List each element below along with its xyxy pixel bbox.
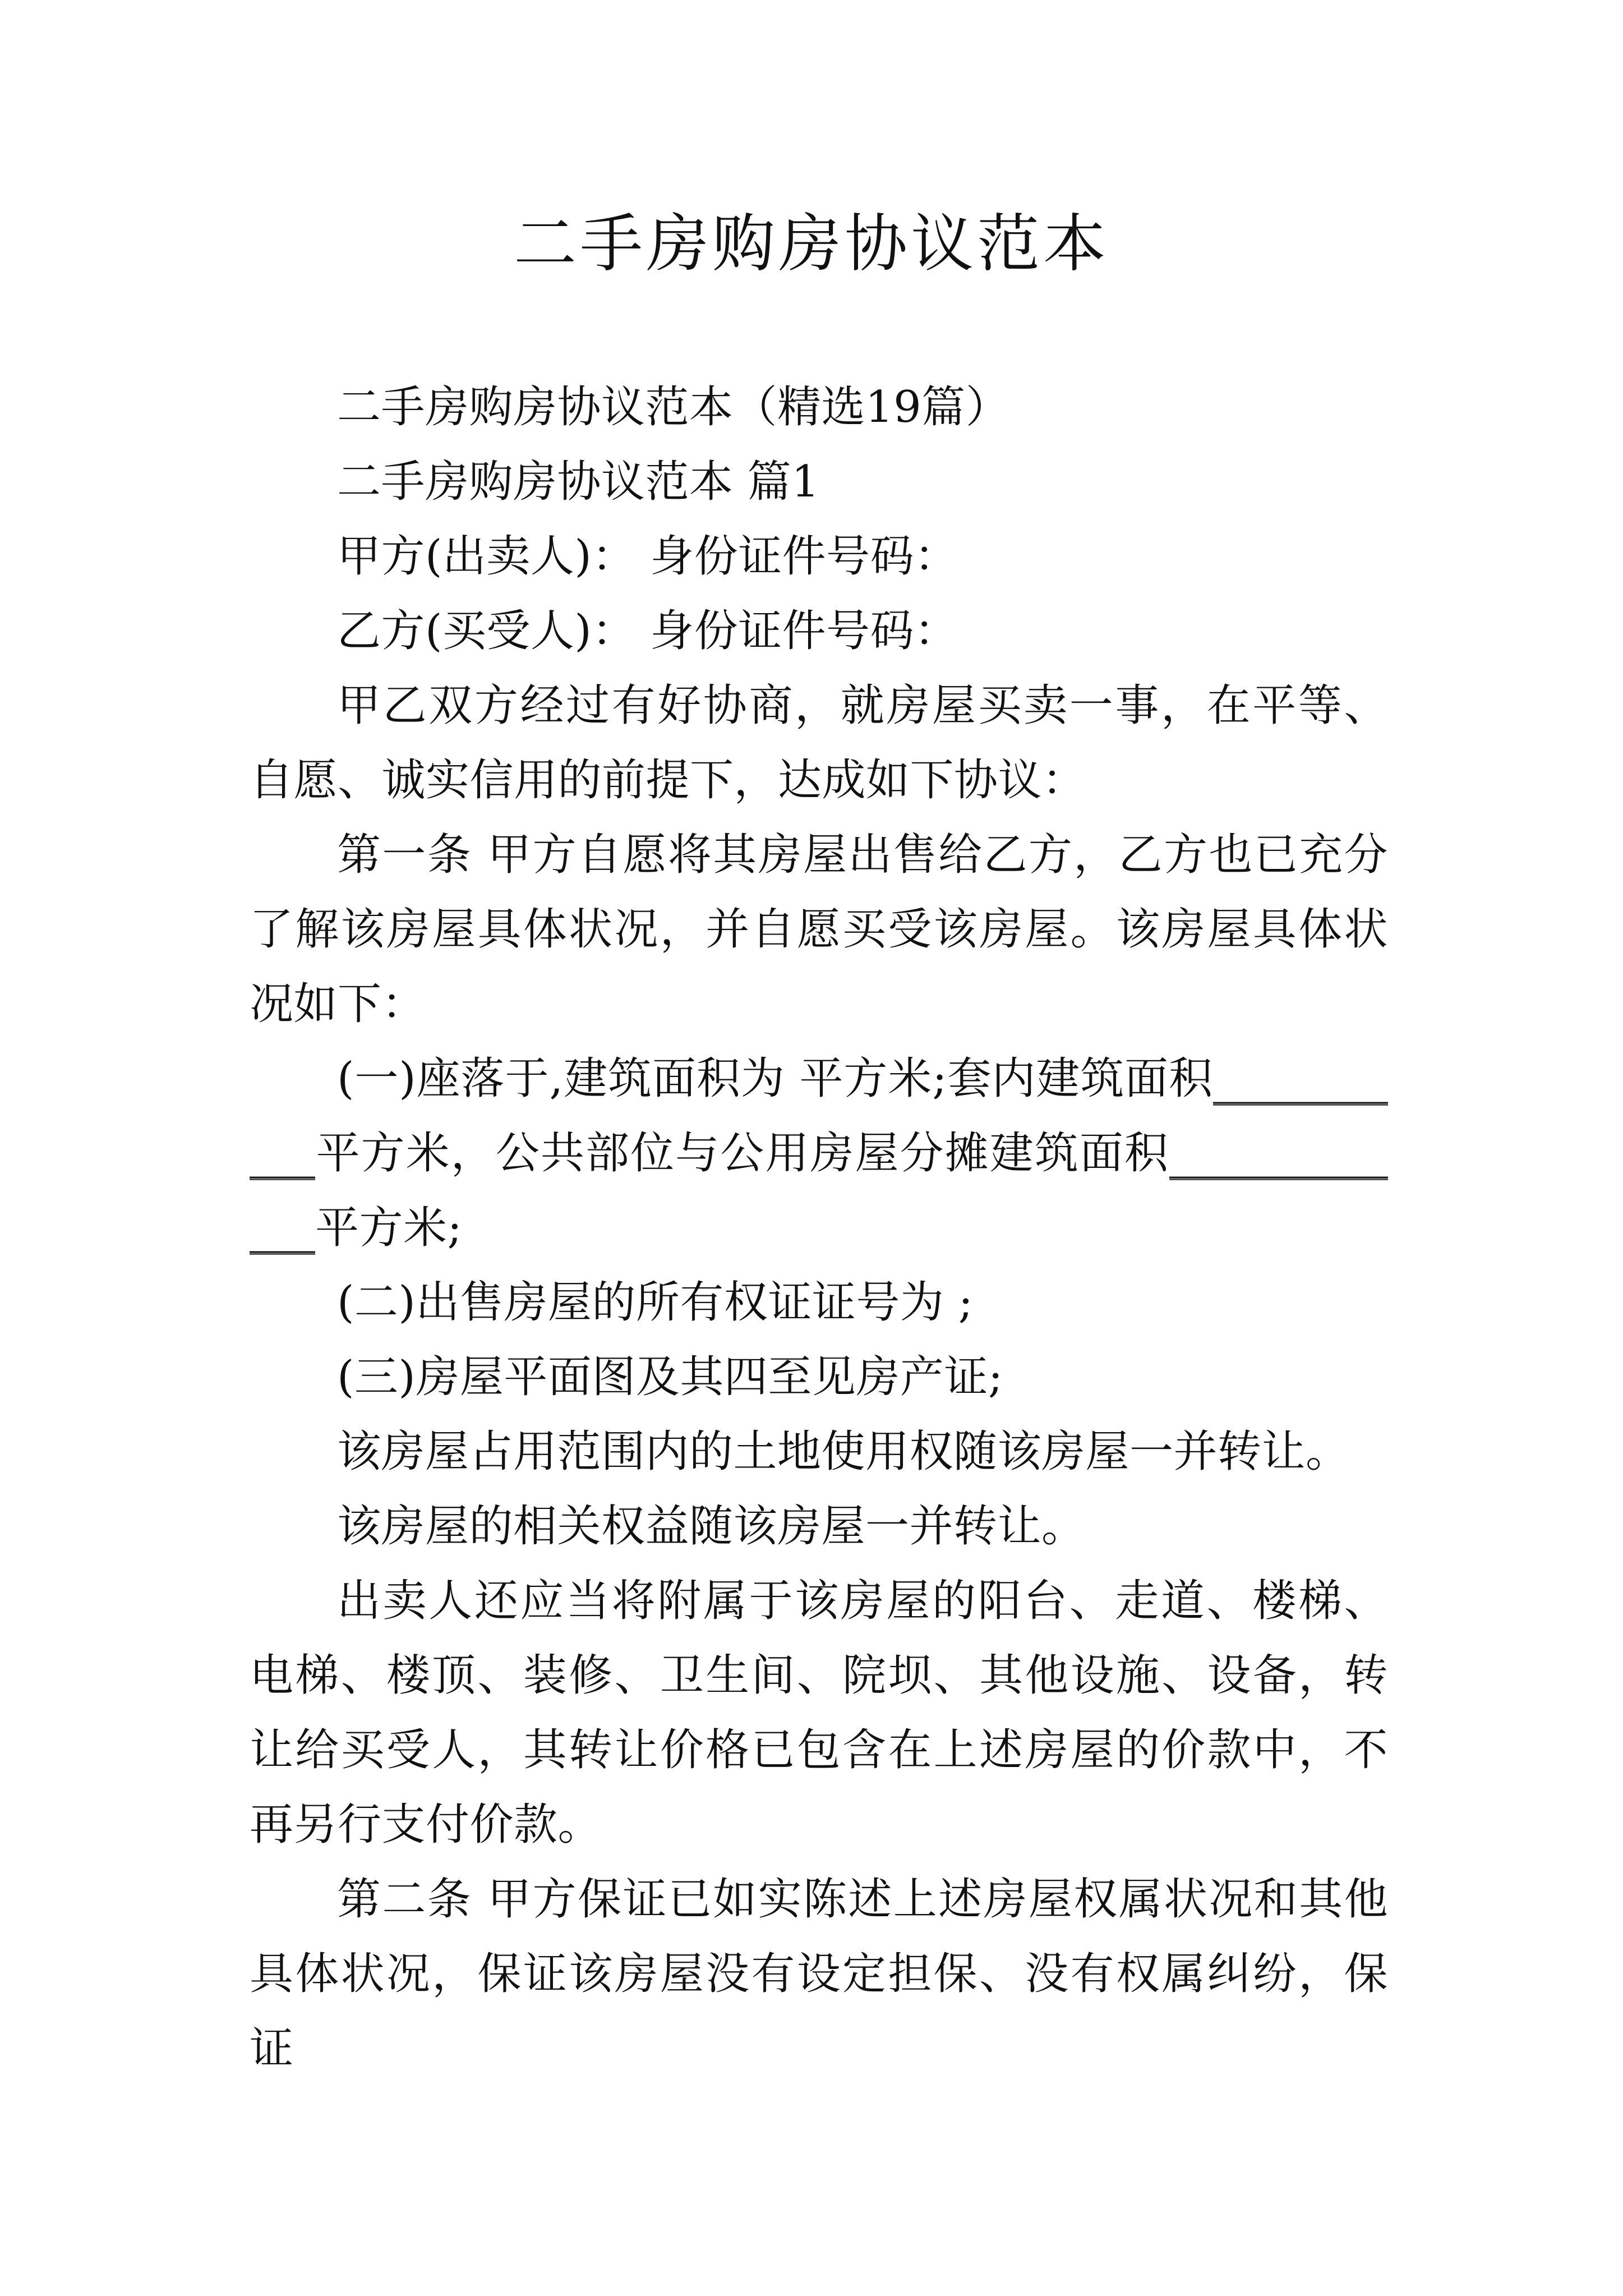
paragraph-location-area (250, 1042, 1388, 1266)
paragraph-article-2: 第二条 甲方保证已如实陈述上述房屋权属状况和其他具体状况，保证该房屋没有设定担保、没有权属纠纷，保证 (250, 1874, 1388, 2074)
paragraph-related-rights: 该房屋的相关权益随该房屋一并转让。 (337, 1501, 1086, 1552)
paragraph-party-b: 乙方(买受人)： 身份证件号码： (337, 606, 958, 656)
document-title: 二手房购房协议范本 (514, 208, 1109, 280)
shared-area-blank: _____________ (250, 1128, 1388, 1255)
area-text-3: 平方米; (315, 1203, 463, 1253)
paragraph-section-heading: 二手房购房协议范本 篇1 (337, 457, 820, 507)
paragraph-certificate-number: (二)出售房屋的所有权证证号为 ; (337, 1277, 974, 1328)
paragraph-subtitle: 二手房购房协议范本（精选19篇） (337, 382, 1010, 432)
paragraph-party-a: 甲方(出卖人)： 身份证件号码： (337, 531, 958, 582)
document-body (250, 370, 1388, 2086)
area-text-1: (一)座落于,建筑面积为 平方米;套内建筑面积 (337, 1053, 1213, 1104)
paragraph-preamble: 甲乙双方经过有好协商，就房屋买卖一事，在平等、自愿、诚实信用的前提下，达成如下协议： (250, 680, 1388, 806)
paragraph-article-1: 第一条 甲方自愿将其房屋出售给乙方，乙方也已充分了解该房屋具体状况，并自愿买受该房屋。该房屋具体状况如下： (250, 830, 1388, 1029)
paragraph-floor-plan: (三)房屋平面图及其四至见房产证; (337, 1352, 1003, 1402)
area-text-2: 平方米，公共部位与公用房屋分摊建筑面积 (315, 1128, 1169, 1179)
inner-area-blank: ___________ (250, 1053, 1388, 1180)
paragraph-land-use-right: 该房屋占用范围内的土地使用权随该房屋一并转让。 (337, 1427, 1350, 1477)
paragraph-attachments: 出卖人还应当将附属于该房屋的阳台、走道、楼梯、电梯、楼顶、装修、卫生间、院坝、其他设施、设备，转让给买受人，其转让价格已包含在上述房屋的价款中，不再另行支付价款。 (250, 1576, 1388, 1850)
